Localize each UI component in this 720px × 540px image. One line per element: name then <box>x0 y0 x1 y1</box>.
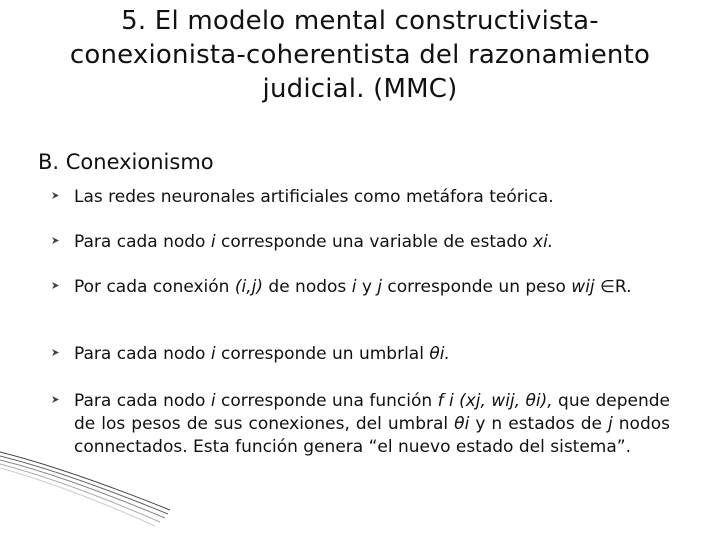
arrow-bullet-icon <box>52 282 59 289</box>
bullet-run: ∈R. <box>594 277 632 297</box>
bullet-run: j <box>608 414 613 434</box>
bullet-run: xi. <box>533 232 554 252</box>
bullet-text <box>74 344 450 364</box>
bullet-run: corresponde un umbrlal <box>215 344 430 364</box>
bullet-text <box>74 277 631 297</box>
bullet-item-3 <box>74 276 670 299</box>
arrow-bullet-icon <box>52 349 59 356</box>
bullet-run: Para cada nodo <box>74 391 211 411</box>
bullet-run: corresponde un peso <box>382 277 572 297</box>
bullet-run: f i (xj, wij, θi), <box>437 391 553 411</box>
bullet-item-2 <box>74 231 670 254</box>
bullet-run: θi. <box>429 344 450 364</box>
section-subheading: B. Conexionismo <box>38 150 214 174</box>
title-line-1: 5. El modelo mental constructivista- <box>121 6 599 36</box>
arrow-bullet-icon <box>52 192 59 199</box>
bullet-run: Las redes neuronales artificiales como metáfora teórica. <box>74 187 554 207</box>
bullet-run: Para cada nodo <box>74 344 211 364</box>
bullet-run: corresponde una variable de estado <box>215 232 534 252</box>
bullet-run: Por cada conexión <box>74 277 235 297</box>
bullet-run: θi <box>454 414 470 434</box>
bullet-run: nodos connectados. Esta función genera “el nuevo estado del sistema”. <box>74 414 670 457</box>
bullet-run: i <box>351 277 357 297</box>
bullet-item-4 <box>74 343 670 366</box>
arrow-bullet-icon <box>52 237 59 244</box>
bullet-run: i <box>210 344 216 364</box>
bullet-item-1 <box>74 186 670 209</box>
bullet-run: wij <box>571 277 595 297</box>
title-line-3: judicial. (MMC) <box>262 74 458 104</box>
bullet-run: i <box>210 232 216 252</box>
bullet-run: que depende de los pesos de sus conexiones, del umbral <box>74 391 670 434</box>
bullet-text <box>74 187 554 207</box>
bullet-run: de nodos <box>263 277 352 297</box>
bullet-run: i <box>210 391 216 411</box>
decorative-swoosh-lines <box>0 440 180 540</box>
bullet-run: y <box>356 277 378 297</box>
bullet-run: (i,j) <box>234 277 263 297</box>
bullet-text <box>74 232 553 252</box>
title-line-2: conexionista-coherentista del razonamiento <box>69 40 651 70</box>
bullet-run: j <box>377 277 383 297</box>
bullet-run: Para cada nodo <box>74 232 211 252</box>
arrow-bullet-icon <box>52 396 59 403</box>
bullet-run: corresponde una función <box>215 391 438 411</box>
bullet-run: y n estados de <box>469 414 608 434</box>
